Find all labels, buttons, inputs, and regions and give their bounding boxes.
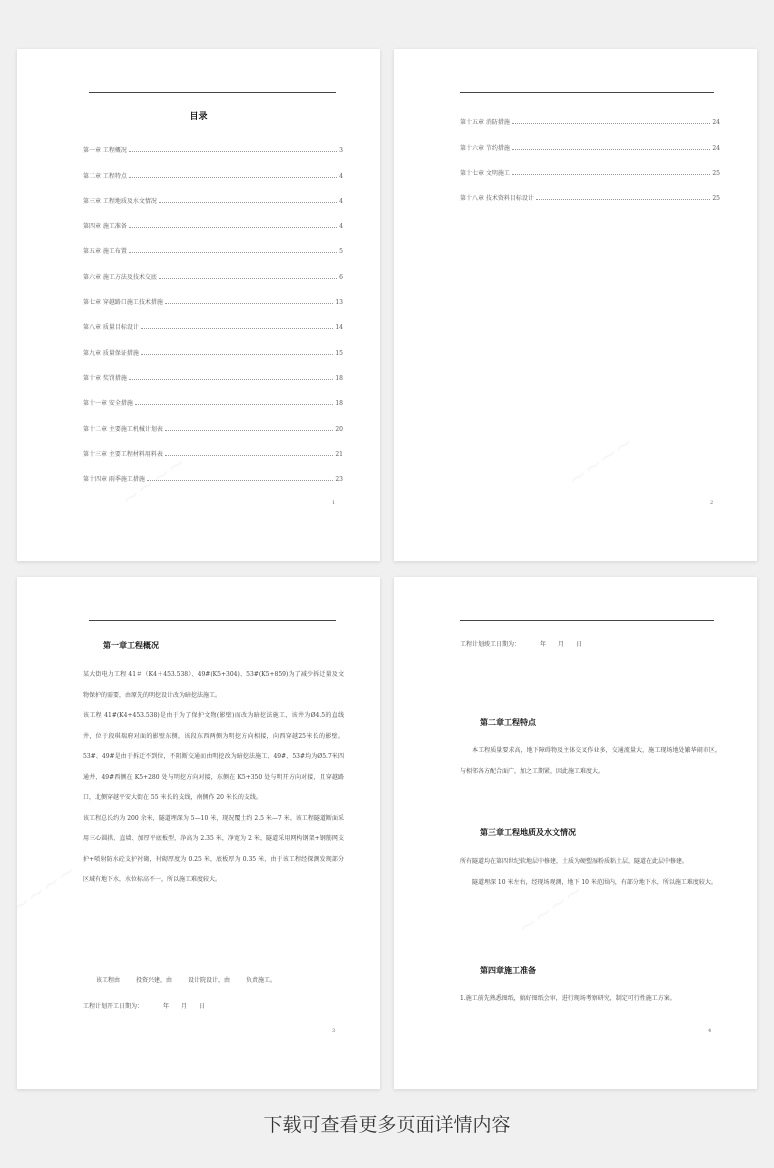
toc-list xyxy=(460,101,720,202)
toc-entry-page: 18 xyxy=(335,374,343,382)
toc-entry-page: 13 xyxy=(335,299,343,307)
toc-leader-dots xyxy=(135,403,333,405)
toc-entry[interactable] xyxy=(83,154,343,179)
builder-line: 该工程由 投资兴建，由 设计院设计，由 负责施工。 xyxy=(96,977,277,984)
header-rule xyxy=(89,620,336,621)
page-number: 4 xyxy=(708,1028,712,1034)
paragraph: 本工程质量要求高，地下障碍物及主体交叉作业多，交通流量大，施工现场地处繁华闹市区，与相邻各方配合面广，加之工期紧，因此施工难度大。 xyxy=(460,747,721,775)
toc-leader-dots xyxy=(512,122,710,124)
toc-entry[interactable] xyxy=(83,255,343,280)
toc-entry[interactable] xyxy=(83,331,343,356)
paragraph: 该工程 41#(K4+453.538)是由于为了保护文物(影壁)而改为暗挖法施工，该井为Ø4.5的直线井，位于段琪瑞府对面的影壁东侧，该段东西两侧为明挖方向相接，向西穿越25米长的影壁。53#、49#是由于拆迁不到位，不阻断交通而由明挖改为暗挖法施工、49#、53#均为Ø5.7米四通井，49#西侧在 K5+280 处与明挖方向对接，东侧在 K5+350 处与明开方向对接，且穿越路口，北侧穿越平安大街在 55 米长的支线，南侧作 20 米长的支线。 xyxy=(83,712,344,801)
paragraph: 隧道埋深 10 米左右，经现场观测，地下 10 米范围内，有部分地下水，所以施工难度较大。 xyxy=(472,878,717,886)
page-number: 1 xyxy=(332,500,336,506)
toc-leader-dots xyxy=(141,353,333,355)
toc-entry-label: 第四章 施工准备 xyxy=(83,223,127,231)
toc-entry-label: 第七章 穿越路口施工技术措施 xyxy=(83,299,163,307)
toc-entry-label: 第十一章 安全措施 xyxy=(83,400,133,408)
toc-leader-dots xyxy=(129,378,333,380)
toc-leader-dots xyxy=(159,201,337,203)
header-rule xyxy=(89,92,336,93)
toc-entry-page: 3 xyxy=(339,147,343,155)
toc-entry-page: 14 xyxy=(335,324,343,332)
toc-entry-page: 20 xyxy=(335,425,343,433)
toc-leader-dots xyxy=(512,148,710,150)
download-hint: 下载可查看更多页面详情内容 xyxy=(263,1114,511,1136)
toc-leader-dots xyxy=(141,327,333,329)
chapter-body xyxy=(83,665,344,891)
toc-entry-label: 第十八章 技术资料目标设计 xyxy=(460,195,534,203)
header-rule xyxy=(460,92,714,93)
toc-entry-label: 第十六章 节约措施 xyxy=(460,144,510,152)
toc-leader-dots xyxy=(165,302,333,304)
chapter-body xyxy=(460,852,721,893)
toc-leader-dots xyxy=(129,150,337,152)
toc-entry-page: 6 xyxy=(339,273,343,281)
toc-entry-page: 25 xyxy=(712,169,720,177)
document-page-4 xyxy=(394,577,757,1089)
toc-entry[interactable] xyxy=(83,230,343,255)
watermark xyxy=(17,858,81,921)
paragraph: 所有隧道均在第四世纪软地层中修建，土质为硬塑湿粉质粘土层，隧道在此层中修建。 xyxy=(460,858,689,865)
page-number: 2 xyxy=(710,500,714,506)
toc-entry[interactable] xyxy=(83,129,343,154)
toc-entry-page: 15 xyxy=(335,349,343,357)
toc-entry-page: 24 xyxy=(712,119,720,127)
paragraph: 某大街电力工程 41＃（K4＋453.538）、49#(K5+304)、53#(K5+859)为了减少拆迁量及文物保护的需要，由原先的明挖设计改为暗挖法施工。 xyxy=(83,671,344,699)
toc-entry-label: 第十五章 消防措施 xyxy=(460,119,510,127)
toc-entry-label: 第十章 奖罚措施 xyxy=(83,374,127,382)
toc-list xyxy=(83,129,343,483)
toc-entry-page: 25 xyxy=(712,195,720,203)
toc-leader-dots xyxy=(129,226,337,228)
toc-entry-page: 4 xyxy=(339,172,343,180)
document-page-2 xyxy=(394,49,757,561)
toc-entry-page: 24 xyxy=(712,144,720,152)
chapter-heading: 第二章工程特点 xyxy=(480,717,536,727)
chapter-body xyxy=(460,989,721,1010)
toc-entry-label: 第二章 工程特点 xyxy=(83,172,127,180)
toc-entry-page: 18 xyxy=(335,400,343,408)
toc-leader-dots xyxy=(129,251,337,253)
toc-entry[interactable] xyxy=(460,101,720,126)
toc-entry[interactable] xyxy=(83,205,343,230)
toc-entry-page: 21 xyxy=(335,450,343,458)
toc-entry-label: 第一章 工程概况 xyxy=(83,147,127,155)
toc-leader-dots xyxy=(512,173,710,175)
toc-entry-label: 第六章 施工方法及技术交底 xyxy=(83,273,157,281)
toc-entry-label: 第十七章 文明施工 xyxy=(460,169,510,177)
document-page-1 xyxy=(17,49,380,561)
toc-entry-label: 第八章 质量目标设计 xyxy=(83,324,139,332)
toc-entry[interactable] xyxy=(83,180,343,205)
toc-leader-dots xyxy=(536,198,710,200)
toc-entry[interactable] xyxy=(83,407,343,432)
chapter-heading: 第四章施工准备 xyxy=(480,965,536,975)
toc-entry[interactable] xyxy=(83,458,343,483)
toc-entry-label: 第十四章 雨季施工措施 xyxy=(83,476,145,484)
toc-entry-label: 第五章 施工布置 xyxy=(83,248,127,256)
toc-entry-page: 23 xyxy=(335,476,343,484)
toc-entry[interactable] xyxy=(83,382,343,407)
toc-entry-label: 第十三章 主要工程材料用料表 xyxy=(83,450,163,458)
toc-entry-label: 第九章 质量保证措施 xyxy=(83,349,139,357)
header-rule xyxy=(460,620,714,621)
document-page-3 xyxy=(17,577,380,1089)
toc-entry-page: 5 xyxy=(339,248,343,256)
chapter-body xyxy=(460,741,721,782)
watermark xyxy=(563,430,638,493)
toc-entry[interactable] xyxy=(460,152,720,177)
toc-entry[interactable] xyxy=(460,126,720,151)
end-date-line: 工程计划竣工日期为： 年 月 日 xyxy=(460,641,583,648)
toc-leader-dots xyxy=(129,176,337,178)
page-number: 3 xyxy=(332,1028,336,1034)
toc-leader-dots xyxy=(159,277,337,279)
toc-entry[interactable] xyxy=(460,177,720,202)
paragraph: 该工程总长约为 200 余米，隧道埋深为 5—10 米，现况覆土约 2.5 米—7 米。该工程隧道断面采用三心圆拱、直墙、加厚平底板型，净高为 2.35 米，净宽为 2 米，隧道采用网构钢架+钢筋网支护+喷射防水砼支护衬砌，衬砌厚度为 0.25 米，底板厚为 0.35 米，由于该工程经探测发现部分区域有地下水，水位标高不一，所以施工难度较大。 xyxy=(83,814,344,883)
toc-entry[interactable] xyxy=(83,281,343,306)
start-date-line: 工程计划开工日期为： 年 月 日 xyxy=(83,1003,206,1010)
toc-leader-dots xyxy=(165,454,333,456)
toc-entry-label: 第三章 工程地质及水文情况 xyxy=(83,197,157,205)
chapter-heading: 第三章工程地质及水文情况 xyxy=(480,827,576,837)
toc-entry[interactable] xyxy=(83,357,343,382)
toc-entry-page: 4 xyxy=(339,197,343,205)
toc-entry[interactable] xyxy=(83,306,343,331)
paragraph: 1.施工前先熟悉图纸，搞好图纸会审，进行现场考察研究，制定可行性施工方案。 xyxy=(460,995,676,1002)
toc-entry-label: 第十二章 主要施工机械计划表 xyxy=(83,425,163,433)
chapter-heading: 第一章工程概况 xyxy=(103,640,159,650)
toc-leader-dots xyxy=(165,429,333,431)
toc-entry-page: 4 xyxy=(339,223,343,231)
toc-title: 目录 xyxy=(189,112,208,122)
toc-entry[interactable] xyxy=(83,433,343,458)
